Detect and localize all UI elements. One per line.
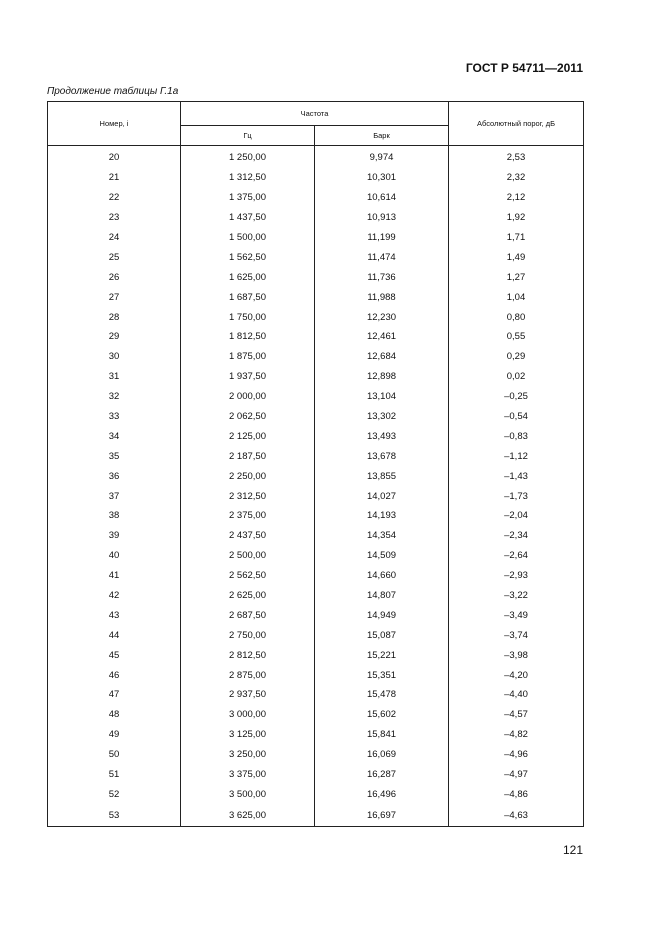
table-body <box>48 146 584 827</box>
cell-number: 41 <box>48 566 181 586</box>
cell-number: 21 <box>48 168 181 188</box>
table-row <box>48 247 584 267</box>
cell-bark: 15,602 <box>315 705 449 725</box>
cell-threshold: –0,54 <box>449 407 584 427</box>
cell-hz: 1 875,00 <box>181 347 315 367</box>
cell-bark: 12,230 <box>315 307 449 327</box>
cell-hz: 2 250,00 <box>181 466 315 486</box>
table-row <box>48 486 584 506</box>
cell-hz: 2 875,00 <box>181 665 315 685</box>
cell-number: 25 <box>48 247 181 267</box>
cell-threshold: –1,12 <box>449 446 584 466</box>
cell-number: 47 <box>48 685 181 705</box>
table-row <box>48 267 584 287</box>
data-table <box>47 101 584 827</box>
cell-number: 38 <box>48 506 181 526</box>
cell-number: 50 <box>48 745 181 765</box>
cell-bark: 15,221 <box>315 645 449 665</box>
table-row <box>48 367 584 387</box>
cell-number: 35 <box>48 446 181 466</box>
cell-bark: 15,087 <box>315 625 449 645</box>
cell-bark: 16,697 <box>315 804 449 827</box>
cell-bark: 16,496 <box>315 785 449 805</box>
cell-threshold: 0,55 <box>449 327 584 347</box>
cell-bark: 14,193 <box>315 506 449 526</box>
cell-number: 48 <box>48 705 181 725</box>
cell-hz: 1 250,00 <box>181 146 315 168</box>
cell-threshold: –2,04 <box>449 506 584 526</box>
cell-threshold: –2,34 <box>449 526 584 546</box>
table-row <box>48 546 584 566</box>
cell-threshold: 2,32 <box>449 168 584 188</box>
table-row <box>48 605 584 625</box>
cell-threshold: 0,80 <box>449 307 584 327</box>
table-row <box>48 765 584 785</box>
cell-threshold: –1,43 <box>449 466 584 486</box>
cell-hz: 1 375,00 <box>181 188 315 208</box>
table-row <box>48 804 584 827</box>
cell-threshold: –3,98 <box>449 645 584 665</box>
table-row <box>48 645 584 665</box>
cell-bark: 12,461 <box>315 327 449 347</box>
cell-bark: 10,301 <box>315 168 449 188</box>
cell-hz: 1 500,00 <box>181 228 315 248</box>
table-row <box>48 208 584 228</box>
cell-threshold: –4,97 <box>449 765 584 785</box>
cell-hz: 3 125,00 <box>181 725 315 745</box>
cell-number: 44 <box>48 625 181 645</box>
cell-threshold: –2,93 <box>449 566 584 586</box>
cell-threshold: –0,83 <box>449 426 584 446</box>
cell-bark: 13,104 <box>315 387 449 407</box>
cell-hz: 1 937,50 <box>181 367 315 387</box>
cell-number: 32 <box>48 387 181 407</box>
cell-threshold: 1,04 <box>449 287 584 307</box>
cell-threshold: –4,63 <box>449 804 584 827</box>
cell-threshold: 2,53 <box>449 146 584 168</box>
cell-hz: 3 625,00 <box>181 804 315 827</box>
cell-hz: 2 000,00 <box>181 387 315 407</box>
cell-number: 53 <box>48 804 181 827</box>
table-row <box>48 146 584 168</box>
table-row <box>48 446 584 466</box>
header-bark: Барк <box>315 126 449 146</box>
table-row <box>48 745 584 765</box>
table-row <box>48 566 584 586</box>
cell-hz: 2 625,00 <box>181 586 315 606</box>
cell-bark: 13,855 <box>315 466 449 486</box>
table-row <box>48 665 584 685</box>
cell-hz: 1 750,00 <box>181 307 315 327</box>
cell-number: 34 <box>48 426 181 446</box>
table-row <box>48 188 584 208</box>
cell-hz: 2 750,00 <box>181 625 315 645</box>
table-row <box>48 347 584 367</box>
cell-bark: 11,988 <box>315 287 449 307</box>
header-threshold: Абсолютный порог, дБ <box>449 102 584 146</box>
table-row <box>48 785 584 805</box>
cell-threshold: –4,86 <box>449 785 584 805</box>
cell-bark: 14,027 <box>315 486 449 506</box>
cell-number: 36 <box>48 466 181 486</box>
cell-number: 28 <box>48 307 181 327</box>
cell-hz: 1 437,50 <box>181 208 315 228</box>
table-row <box>48 685 584 705</box>
cell-hz: 2 500,00 <box>181 546 315 566</box>
cell-bark: 10,614 <box>315 188 449 208</box>
cell-bark: 11,474 <box>315 247 449 267</box>
cell-threshold: –0,25 <box>449 387 584 407</box>
cell-hz: 1 812,50 <box>181 327 315 347</box>
cell-bark: 15,478 <box>315 685 449 705</box>
table-row <box>48 506 584 526</box>
cell-number: 45 <box>48 645 181 665</box>
table-row <box>48 625 584 645</box>
cell-bark: 15,841 <box>315 725 449 745</box>
cell-hz: 1 312,50 <box>181 168 315 188</box>
table-row <box>48 705 584 725</box>
cell-threshold: 0,29 <box>449 347 584 367</box>
cell-hz: 3 375,00 <box>181 765 315 785</box>
cell-bark: 12,898 <box>315 367 449 387</box>
cell-hz: 3 250,00 <box>181 745 315 765</box>
table-row <box>48 407 584 427</box>
cell-hz: 3 500,00 <box>181 785 315 805</box>
cell-number: 51 <box>48 765 181 785</box>
cell-threshold: 1,71 <box>449 228 584 248</box>
cell-bark: 14,354 <box>315 526 449 546</box>
cell-number: 26 <box>48 267 181 287</box>
cell-bark: 16,069 <box>315 745 449 765</box>
cell-threshold: –4,40 <box>449 685 584 705</box>
cell-threshold: –1,73 <box>449 486 584 506</box>
cell-threshold: –3,49 <box>449 605 584 625</box>
cell-number: 30 <box>48 347 181 367</box>
cell-bark: 14,807 <box>315 586 449 606</box>
cell-threshold: –2,64 <box>449 546 584 566</box>
table-row <box>48 526 584 546</box>
cell-number: 37 <box>48 486 181 506</box>
cell-hz: 1 625,00 <box>181 267 315 287</box>
cell-hz: 2 187,50 <box>181 446 315 466</box>
cell-hz: 2 125,00 <box>181 426 315 446</box>
cell-hz: 2 937,50 <box>181 685 315 705</box>
header-number: Номер, i <box>48 102 181 146</box>
cell-hz: 3 000,00 <box>181 705 315 725</box>
cell-number: 24 <box>48 228 181 248</box>
cell-threshold: 0,02 <box>449 367 584 387</box>
cell-hz: 1 562,50 <box>181 247 315 267</box>
cell-number: 42 <box>48 586 181 606</box>
cell-threshold: –4,96 <box>449 745 584 765</box>
cell-number: 49 <box>48 725 181 745</box>
cell-hz: 2 812,50 <box>181 645 315 665</box>
cell-bark: 16,287 <box>315 765 449 785</box>
cell-hz: 2 312,50 <box>181 486 315 506</box>
cell-bark: 13,678 <box>315 446 449 466</box>
cell-bark: 11,736 <box>315 267 449 287</box>
cell-hz: 2 062,50 <box>181 407 315 427</box>
cell-threshold: –4,82 <box>449 725 584 745</box>
table-row <box>48 586 584 606</box>
table-caption: Продолжение таблицы Г.1а <box>47 86 179 97</box>
cell-bark: 15,351 <box>315 665 449 685</box>
cell-number: 31 <box>48 367 181 387</box>
cell-bark: 9,974 <box>315 146 449 168</box>
cell-number: 39 <box>48 526 181 546</box>
table-row <box>48 725 584 745</box>
table-row <box>48 287 584 307</box>
cell-number: 23 <box>48 208 181 228</box>
cell-bark: 13,493 <box>315 426 449 446</box>
cell-number: 22 <box>48 188 181 208</box>
document-code: ГОСТ Р 54711—2011 <box>465 61 583 75</box>
cell-hz: 2 437,50 <box>181 526 315 546</box>
page-number: 121 <box>562 843 583 857</box>
cell-bark: 13,302 <box>315 407 449 427</box>
header-frequency: Частота <box>181 102 449 126</box>
table-row <box>48 466 584 486</box>
cell-threshold: 2,12 <box>449 188 584 208</box>
cell-threshold: –3,22 <box>449 586 584 606</box>
header-hz: Гц <box>181 126 315 146</box>
cell-hz: 2 375,00 <box>181 506 315 526</box>
cell-threshold: 1,92 <box>449 208 584 228</box>
cell-threshold: –4,57 <box>449 705 584 725</box>
cell-hz: 2 562,50 <box>181 566 315 586</box>
table-row <box>48 387 584 407</box>
cell-number: 29 <box>48 327 181 347</box>
table-row <box>48 307 584 327</box>
cell-number: 46 <box>48 665 181 685</box>
cell-threshold: –3,74 <box>449 625 584 645</box>
table-row <box>48 426 584 446</box>
table-row <box>48 168 584 188</box>
cell-number: 27 <box>48 287 181 307</box>
cell-number: 40 <box>48 546 181 566</box>
cell-bark: 14,509 <box>315 546 449 566</box>
cell-threshold: –4,20 <box>449 665 584 685</box>
table-row <box>48 327 584 347</box>
cell-bark: 10,913 <box>315 208 449 228</box>
cell-hz: 2 687,50 <box>181 605 315 625</box>
cell-number: 33 <box>48 407 181 427</box>
cell-threshold: 1,49 <box>449 247 584 267</box>
cell-number: 52 <box>48 785 181 805</box>
cell-bark: 14,660 <box>315 566 449 586</box>
cell-bark: 14,949 <box>315 605 449 625</box>
cell-hz: 1 687,50 <box>181 287 315 307</box>
cell-number: 43 <box>48 605 181 625</box>
cell-number: 20 <box>48 146 181 168</box>
cell-bark: 12,684 <box>315 347 449 367</box>
cell-bark: 11,199 <box>315 228 449 248</box>
cell-threshold: 1,27 <box>449 267 584 287</box>
table-row <box>48 228 584 248</box>
